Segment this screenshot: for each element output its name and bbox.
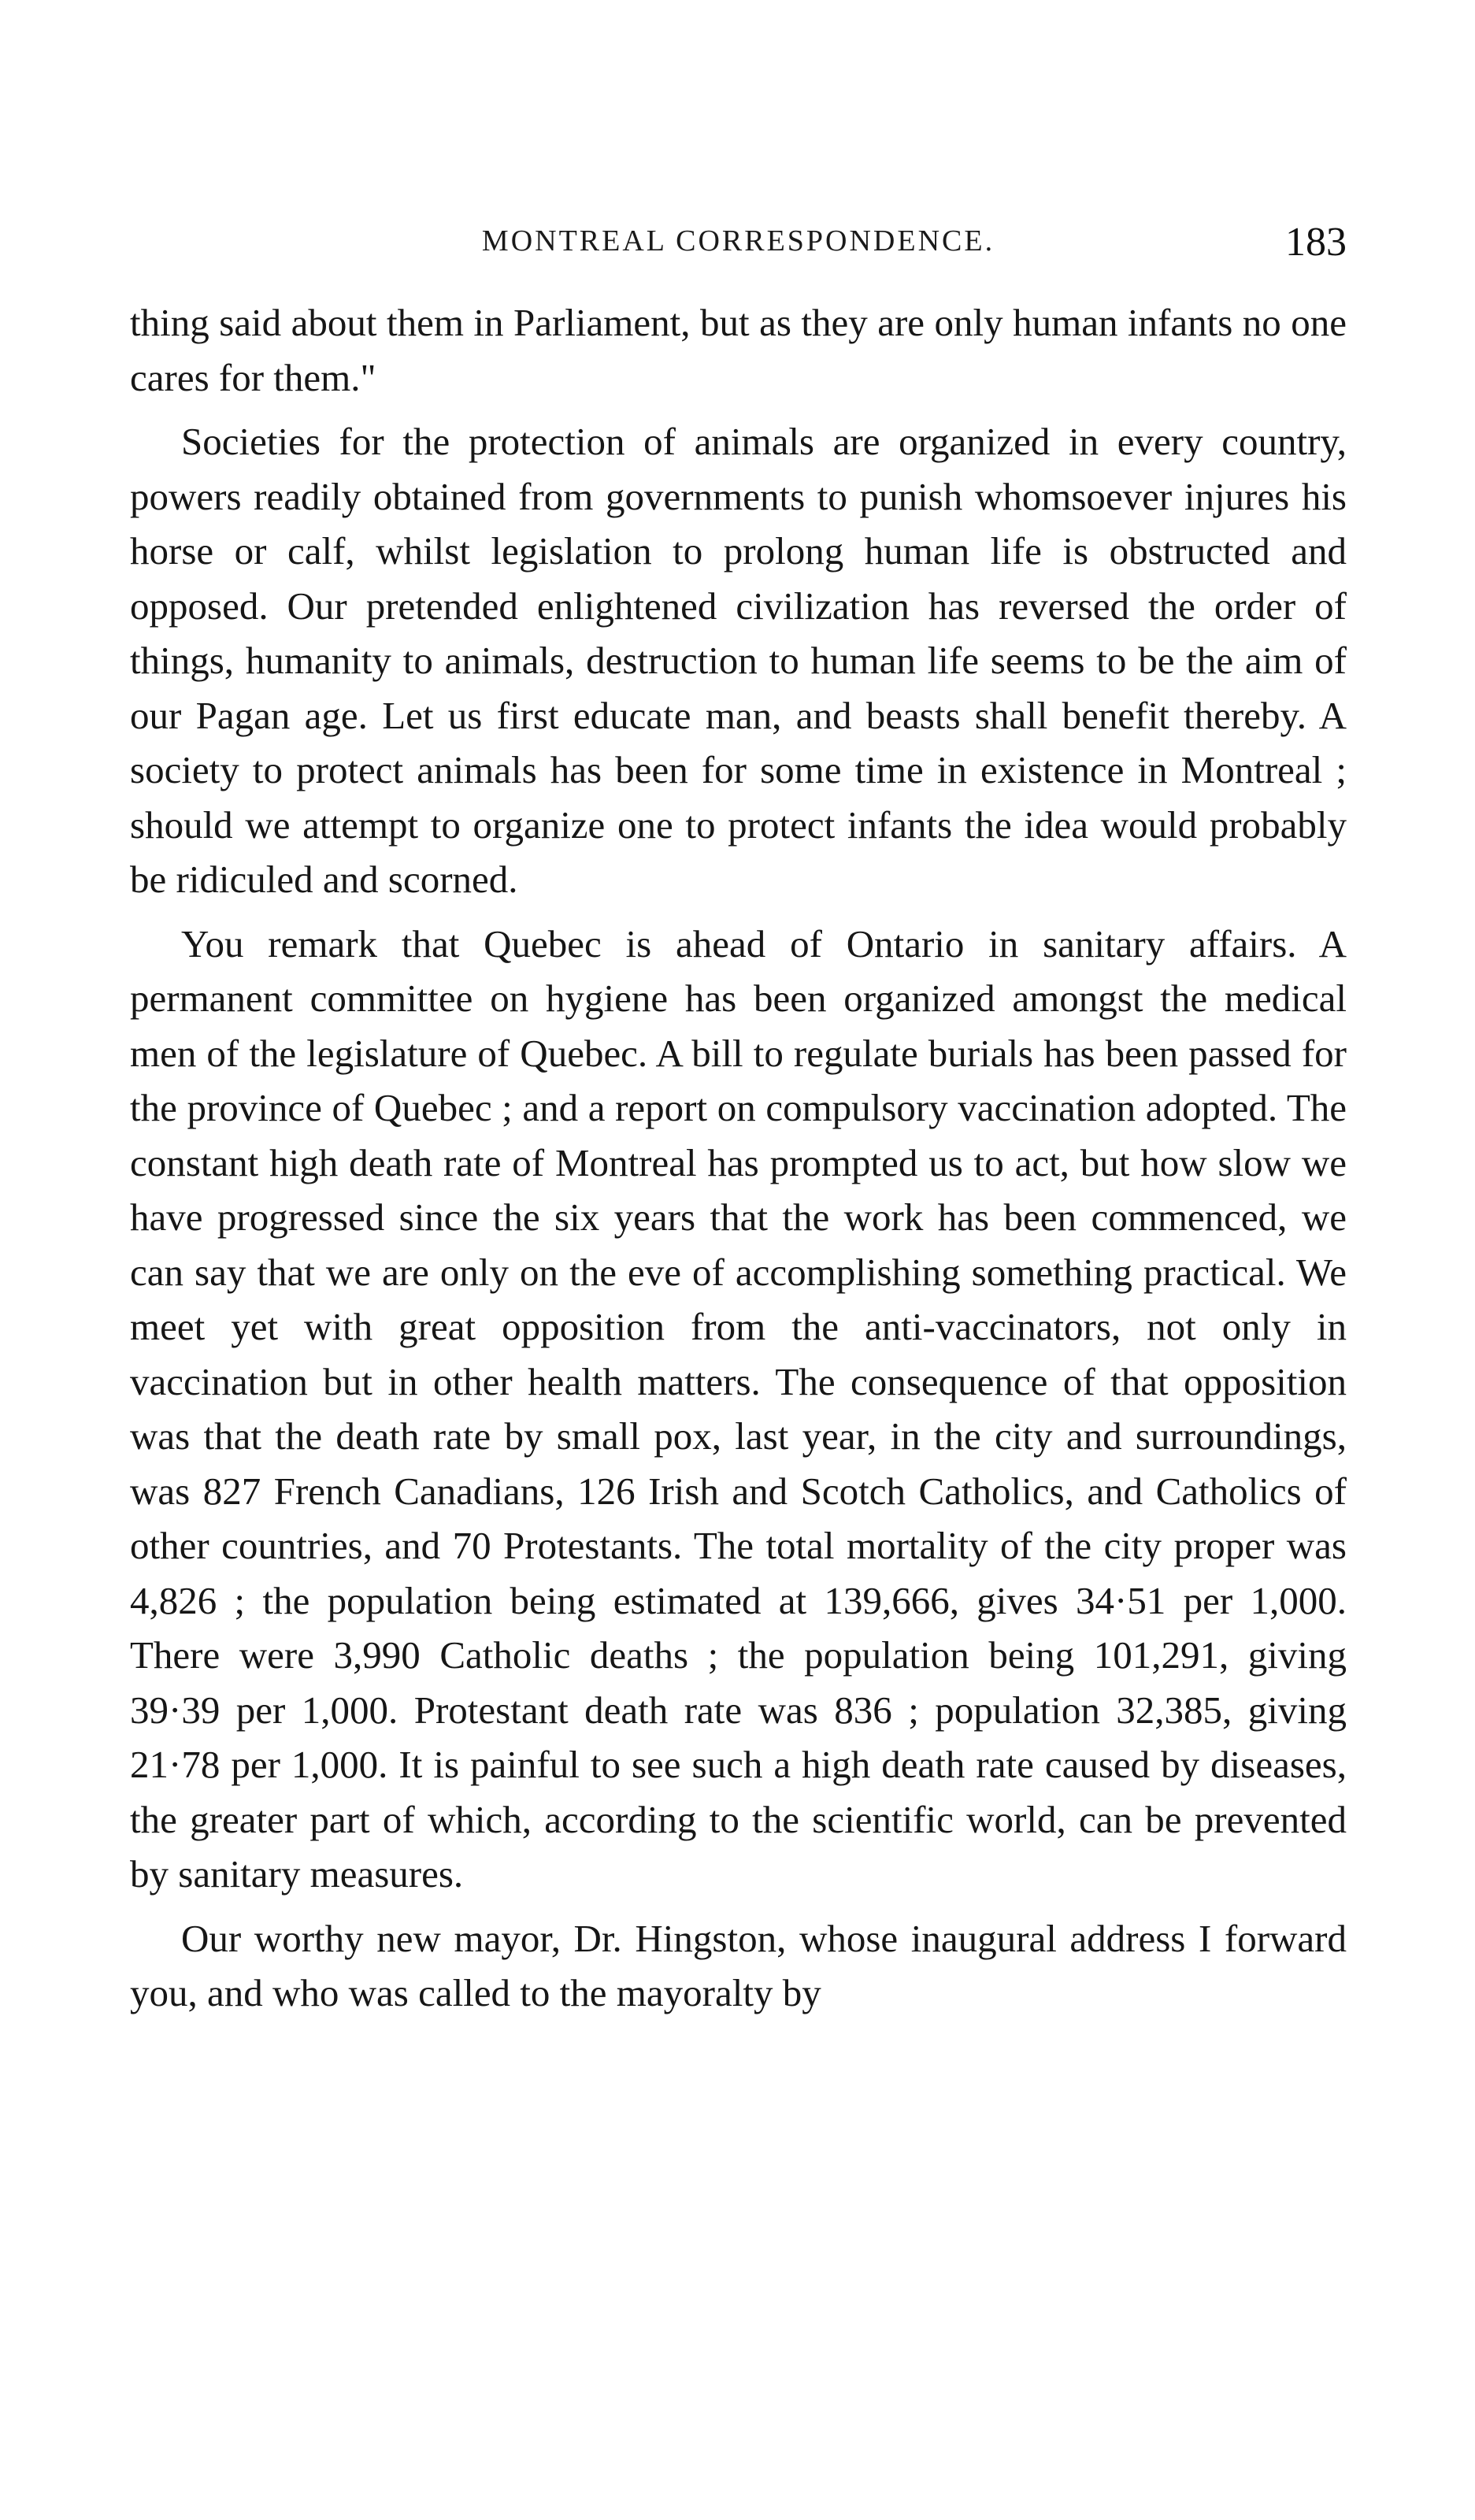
running-title: MONTREAL CORRESPONDENCE. <box>481 224 995 258</box>
paragraph-societies: Societies for the protection of animals are organized in every country, powers readily obtained from governments to punish whomsoever injures his horse or calf, whilst legislation to prolong human life is obstructed and opposed. Our pretended enlightened civilization has reversed the order of things, humanity to animals, destruction to human life seems to be the aim of our Pagan age. Let us first educate man, and beasts shall benefit thereby. A society to protect animals has been for some time in existence in Montreal ; should we attempt to organize one to protect infants the idea would probably be ridiculed and scorned. <box>130 420 1347 901</box>
running-header <box>130 219 1347 274</box>
paragraph-sanitary-affairs: You remark that Quebec is ahead of Ontario in sanitary affairs. A permanent committee on hygiene has been organized amongst the medical men of the legislature of Quebec. A bill to regulate burials has been passed for the province of Quebec ; and a report on compulsory vaccination adopted. The constant high death rate of Montreal has prompted us to act, but how slow we have progressed since the six years that the work has been commenced, we can say that we are only on the eve of accomplishing something practical. We meet yet with great opposition from the anti-vaccinators, not only in vaccination but in other health matters. The consequence of that opposition was that the death rate by small pox, last year, in the city and surroundings, was 827 French Canadians, 126 Irish and Scotch Catholics, and Catholics of other countries, and 70 Protestants. The total mortality of the city proper was 4,826 ; the population being estimated at 139,666, gives 34·51 per 1,000. There were 3,990 Catholic deaths ; the population being 101,291, giving 39·39 per 1,000. Protestant death rate was 836 ; population 32,385, giving 21·78 per 1,000. It is painful to see such a high death rate caused by diseases, the greater part of which, according to the scientific world, can be prevented by sanitary measures. <box>130 921 1347 1896</box>
page-number: 183 <box>1285 220 1347 265</box>
paragraph-continuation: thing said about them in Parliament, but as they are only human infants no one cares for them." <box>130 301 1347 399</box>
paragraph-mayor: Our worthy new mayor, Dr. Hingston, whose inaugural address I forward you, and who was called to the mayoralty by <box>130 1916 1347 2014</box>
body-text <box>130 295 1347 2485</box>
